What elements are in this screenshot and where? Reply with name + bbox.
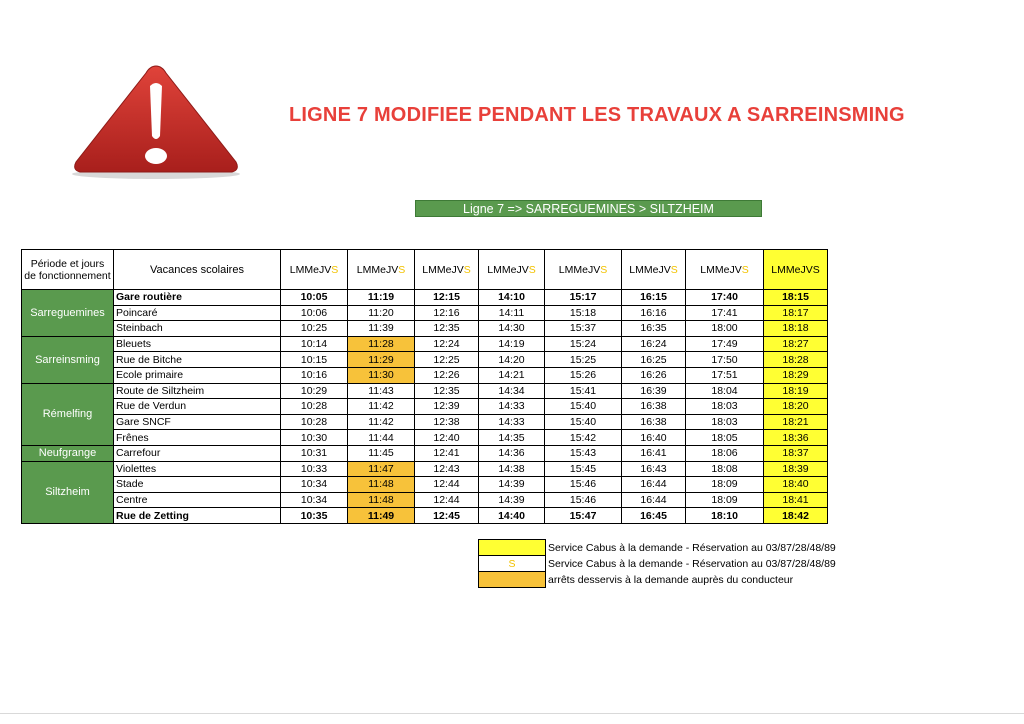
- time-cell: 11:42: [348, 414, 415, 430]
- time-cell: 17:49: [686, 336, 764, 352]
- time-cell: 12:44: [415, 477, 479, 493]
- stop-name: Stade: [114, 477, 281, 493]
- time-cell: 18:27: [764, 336, 828, 352]
- days-header: LMMeJVS: [348, 250, 415, 290]
- time-cell: 15:43: [545, 445, 622, 461]
- time-cell: 14:35: [479, 430, 545, 446]
- table-row: [22, 461, 828, 477]
- time-cell: 15:46: [545, 492, 622, 508]
- stop-name: Rue de Verdun: [114, 399, 281, 415]
- time-cell: 10:05: [281, 290, 348, 306]
- time-cell: 10:28: [281, 399, 348, 415]
- time-cell: 15:40: [545, 399, 622, 415]
- time-cell: 16:40: [622, 430, 686, 446]
- header-row: [22, 250, 828, 290]
- stop-name: Frênes: [114, 430, 281, 446]
- days-header-cabus: LMMeJVS: [764, 250, 828, 290]
- time-cell: 16:45: [622, 508, 686, 524]
- time-cell: 16:39: [622, 383, 686, 399]
- days-header: LMMeJVS: [686, 250, 764, 290]
- time-cell: 18:06: [686, 445, 764, 461]
- zone-cell: Neufgrange: [22, 445, 114, 461]
- time-cell: 14:33: [479, 399, 545, 415]
- time-cell: 16:38: [622, 414, 686, 430]
- time-cell: 15:25: [545, 352, 622, 368]
- legend-swatch: [479, 540, 546, 556]
- time-cell: 18:36: [764, 430, 828, 446]
- time-cell: 14:20: [479, 352, 545, 368]
- time-cell: 18:29: [764, 367, 828, 383]
- time-cell: 14:21: [479, 367, 545, 383]
- time-cell: 18:17: [764, 305, 828, 321]
- time-cell: 14:38: [479, 461, 545, 477]
- time-cell: 12:41: [415, 445, 479, 461]
- stop-name: Poincaré: [114, 305, 281, 321]
- stop-name: Steinbach: [114, 321, 281, 337]
- time-cell: 18:20: [764, 399, 828, 415]
- time-cell: 14:39: [479, 492, 545, 508]
- time-cell: 11:43: [348, 383, 415, 399]
- time-cell: 11:20: [348, 305, 415, 321]
- stop-name: Violettes: [114, 461, 281, 477]
- stop-name: Rue de Bitche: [114, 352, 281, 368]
- time-cell: 11:49: [348, 508, 415, 524]
- time-cell: 18:21: [764, 414, 828, 430]
- time-cell: 12:24: [415, 336, 479, 352]
- time-cell: 16:16: [622, 305, 686, 321]
- vacances-header: Vacances scolaires: [114, 250, 281, 290]
- time-cell: 17:40: [686, 290, 764, 306]
- stop-name: Carrefour: [114, 445, 281, 461]
- time-cell: 10:29: [281, 383, 348, 399]
- table-row: [22, 508, 828, 524]
- time-cell: 12:43: [415, 461, 479, 477]
- periode-header: Période et jours de fonctionnement: [22, 250, 114, 290]
- time-cell: 17:51: [686, 367, 764, 383]
- zone-cell: Rémelfing: [22, 383, 114, 445]
- time-cell: 10:28: [281, 414, 348, 430]
- time-cell: 18:09: [686, 477, 764, 493]
- time-cell: 18:08: [686, 461, 764, 477]
- time-cell: 11:29: [348, 352, 415, 368]
- timetable: [21, 249, 828, 524]
- stop-name: Gare SNCF: [114, 414, 281, 430]
- time-cell: 18:05: [686, 430, 764, 446]
- time-cell: 12:35: [415, 383, 479, 399]
- time-cell: 14:34: [479, 383, 545, 399]
- time-cell: 18:00: [686, 321, 764, 337]
- time-cell: 14:39: [479, 477, 545, 493]
- legend-text: Service Cabus à la demande - Réservation au 03/87/28/48/89: [546, 540, 838, 556]
- stop-name: Ecole primaire: [114, 367, 281, 383]
- time-cell: 18:39: [764, 461, 828, 477]
- table-row: [22, 321, 828, 337]
- time-cell: 16:41: [622, 445, 686, 461]
- time-cell: 16:25: [622, 352, 686, 368]
- time-cell: 11:28: [348, 336, 415, 352]
- time-cell: 11:45: [348, 445, 415, 461]
- table-row: [22, 477, 828, 493]
- time-cell: 15:41: [545, 383, 622, 399]
- time-cell: 18:09: [686, 492, 764, 508]
- time-cell: 10:34: [281, 492, 348, 508]
- time-cell: 16:26: [622, 367, 686, 383]
- legend: [478, 539, 838, 588]
- time-cell: 18:41: [764, 492, 828, 508]
- time-cell: 15:26: [545, 367, 622, 383]
- time-cell: 18:03: [686, 414, 764, 430]
- table-row: [22, 352, 828, 368]
- time-cell: 15:24: [545, 336, 622, 352]
- legend-swatch: [479, 572, 546, 588]
- time-cell: 10:35: [281, 508, 348, 524]
- time-cell: 11:48: [348, 477, 415, 493]
- time-cell: 10:33: [281, 461, 348, 477]
- time-cell: 12:25: [415, 352, 479, 368]
- legend-text: arrêts desservis à la demande auprès du conducteur: [546, 572, 838, 588]
- time-cell: 16:44: [622, 492, 686, 508]
- time-cell: 10:25: [281, 321, 348, 337]
- time-cell: 18:28: [764, 352, 828, 368]
- time-cell: 15:40: [545, 414, 622, 430]
- stop-name: Centre: [114, 492, 281, 508]
- time-cell: 14:11: [479, 305, 545, 321]
- days-header: LMMeJVS: [479, 250, 545, 290]
- time-cell: 16:43: [622, 461, 686, 477]
- legend-swatch: [479, 556, 546, 572]
- legend-mark: S: [508, 557, 516, 570]
- table-row: [22, 290, 828, 306]
- time-cell: 11:42: [348, 399, 415, 415]
- legend-row: [479, 540, 838, 556]
- time-cell: 11:48: [348, 492, 415, 508]
- time-cell: 11:30: [348, 367, 415, 383]
- time-cell: 16:35: [622, 321, 686, 337]
- time-cell: 11:39: [348, 321, 415, 337]
- time-cell: 10:34: [281, 477, 348, 493]
- time-cell: 16:15: [622, 290, 686, 306]
- stop-name: Route de Siltzheim: [114, 383, 281, 399]
- table-row: [22, 367, 828, 383]
- days-header: LMMeJVS: [281, 250, 348, 290]
- legend-row: [479, 556, 838, 572]
- warning-triangle-icon: [70, 62, 242, 180]
- table-row: [22, 492, 828, 508]
- time-cell: 14:33: [479, 414, 545, 430]
- time-cell: 10:16: [281, 367, 348, 383]
- time-cell: 10:31: [281, 445, 348, 461]
- time-cell: 18:19: [764, 383, 828, 399]
- time-cell: 12:35: [415, 321, 479, 337]
- stop-name: Gare routière: [114, 290, 281, 306]
- time-cell: 12:26: [415, 367, 479, 383]
- stop-name: Bleuets: [114, 336, 281, 352]
- time-cell: 14:40: [479, 508, 545, 524]
- time-cell: 10:15: [281, 352, 348, 368]
- time-cell: 12:38: [415, 414, 479, 430]
- time-cell: 16:38: [622, 399, 686, 415]
- time-cell: 10:30: [281, 430, 348, 446]
- time-cell: 12:40: [415, 430, 479, 446]
- zone-cell: Sarreinsming: [22, 336, 114, 383]
- legend-text: Service Cabus à la demande - Réservation au 03/87/28/48/89: [546, 556, 838, 572]
- time-cell: 14:10: [479, 290, 545, 306]
- time-cell: 14:30: [479, 321, 545, 337]
- time-cell: 18:40: [764, 477, 828, 493]
- page-title: LIGNE 7 MODIFIEE PENDANT LES TRAVAUX A SARREINSMING: [289, 104, 905, 126]
- time-cell: 18:37: [764, 445, 828, 461]
- time-cell: 11:47: [348, 461, 415, 477]
- time-cell: 14:36: [479, 445, 545, 461]
- table-row: [22, 430, 828, 446]
- time-cell: 11:19: [348, 290, 415, 306]
- table-row: [22, 305, 828, 321]
- zone-cell: Siltzheim: [22, 461, 114, 523]
- table-row: [22, 445, 828, 461]
- time-cell: 10:06: [281, 305, 348, 321]
- time-cell: 18:15: [764, 290, 828, 306]
- table-row: [22, 414, 828, 430]
- time-cell: 15:42: [545, 430, 622, 446]
- time-cell: 17:41: [686, 305, 764, 321]
- page-edge: [0, 713, 1024, 714]
- time-cell: 15:18: [545, 305, 622, 321]
- days-header: LMMeJVS: [415, 250, 479, 290]
- time-cell: 17:50: [686, 352, 764, 368]
- time-cell: 12:39: [415, 399, 479, 415]
- time-cell: 12:44: [415, 492, 479, 508]
- time-cell: 15:45: [545, 461, 622, 477]
- time-cell: 12:45: [415, 508, 479, 524]
- table-row: [22, 383, 828, 399]
- time-cell: 12:16: [415, 305, 479, 321]
- time-cell: 16:24: [622, 336, 686, 352]
- time-cell: 18:18: [764, 321, 828, 337]
- table-row: [22, 336, 828, 352]
- time-cell: 16:44: [622, 477, 686, 493]
- stop-name: Rue de Zetting: [114, 508, 281, 524]
- time-cell: 18:42: [764, 508, 828, 524]
- time-cell: 10:14: [281, 336, 348, 352]
- line-banner: Ligne 7 => SARREGUEMINES > SILTZHEIM: [415, 200, 762, 217]
- time-cell: 15:37: [545, 321, 622, 337]
- time-cell: 12:15: [415, 290, 479, 306]
- time-cell: 18:03: [686, 399, 764, 415]
- time-cell: 18:10: [686, 508, 764, 524]
- time-cell: 15:47: [545, 508, 622, 524]
- time-cell: 15:46: [545, 477, 622, 493]
- time-cell: 14:19: [479, 336, 545, 352]
- legend-row: [479, 572, 838, 588]
- table-row: [22, 399, 828, 415]
- days-header: LMMeJVS: [545, 250, 622, 290]
- time-cell: 15:17: [545, 290, 622, 306]
- zone-cell: Sarreguemines: [22, 290, 114, 337]
- time-cell: 18:04: [686, 383, 764, 399]
- time-cell: 11:44: [348, 430, 415, 446]
- days-header: LMMeJVS: [622, 250, 686, 290]
